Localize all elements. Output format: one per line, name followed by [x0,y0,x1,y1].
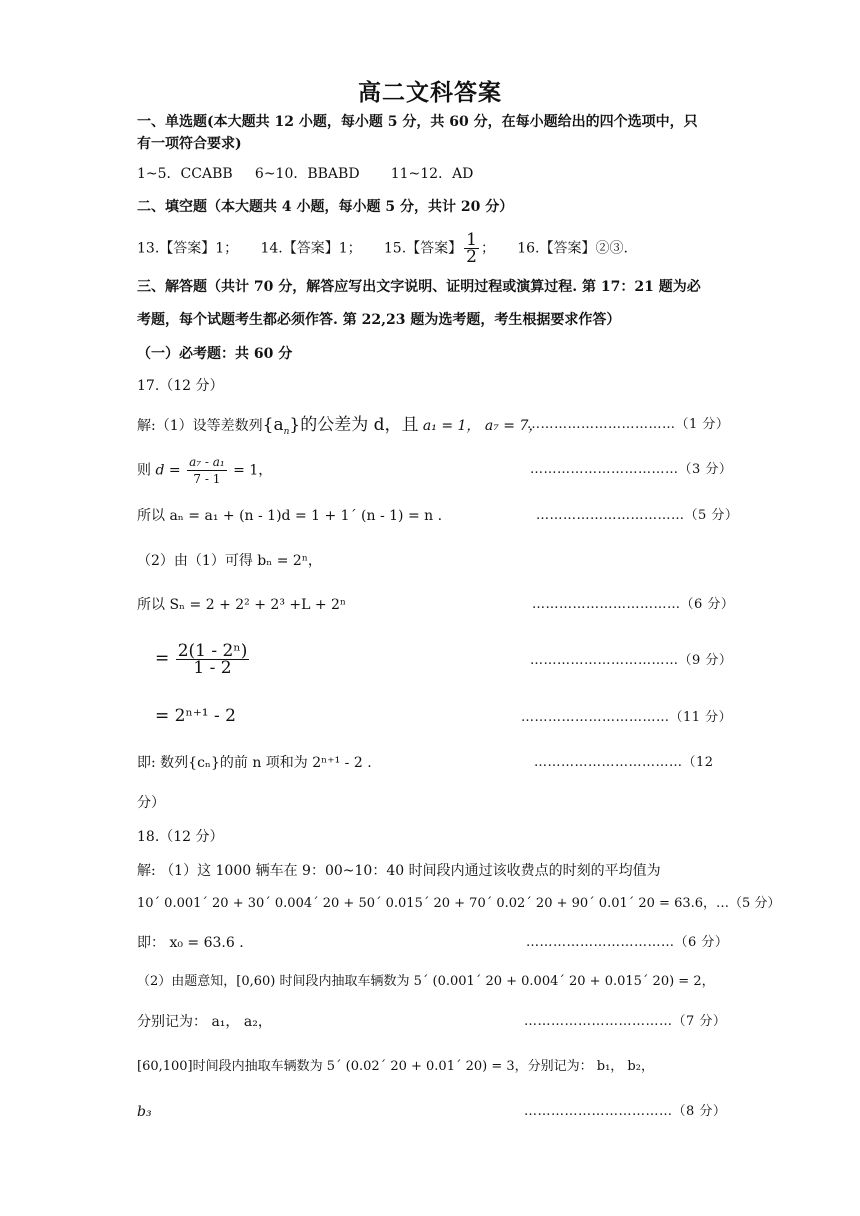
q15-tail: ； [480,240,495,257]
section3-subheading: （一）必考题：共 60 分 [137,346,293,362]
q18-score-8: ……………………………（8 分） [524,1104,727,1119]
section1-answers: 1~5．CCABB 6~10．BBABD 11~12．AD [137,166,474,182]
q17-fraction-d: $\frac{\text{a₇ - a₁}}{7 - 1}$ [189,455,225,486]
q18-line2: 10´ 0.001´ 20 + 30´ 0.004´ 20 + 50´ 0.015´ 20 + 70´ 0.02´ 20 + 90´ 0.01´ 20 = 63.6，…（5 分） [137,896,781,911]
q15-denominator: 2 [466,247,477,267]
q17-score-5: ……………………………（5 分） [536,508,739,523]
q17-line4: （2）由（1）可得 bₙ = 2ⁿ， [137,553,322,569]
q15-fraction [464,232,479,265]
q18-line1: 解: （1）这 1000 辆车在 9：00~10：40 时间段内通过该收费点的时刻的平均值为 [137,863,661,879]
q16-answer: 16.【答案】②③. [517,240,628,257]
q17-line7: = 2ⁿ⁺¹ - 2 [155,706,236,726]
q17-line2: 则 d = $\frac{\text{a₇ - a₁}}{7 - 1}$ = 1， [137,455,273,486]
q17-score-11: ……………………………（11 分） [521,710,733,725]
q17-score-12-tail: 分） [137,795,165,811]
q18-line4: （2）由题意知，[0,60) 时间段内抽取车辆数为 5´ (0.001´ 20 + 0.004´ 20 + 0.015´ 20) = 2， [137,974,715,989]
q15-answer: 15.【答案】 [383,240,463,257]
q18-line7: b₃ [137,1104,152,1120]
q18-score-6: ……………………………（6 分） [526,935,729,950]
page-title: 高二文科答案 [358,79,502,106]
q18-score-7: ……………………………（7 分） [524,1014,727,1029]
q15-numerator: 1 [466,230,477,250]
q18-line3: 即： x₀ = 63.6 . [137,935,244,951]
q18-line5: 分别记为： a₁， a₂， [137,1014,272,1030]
q18-label: 18.（12 分） [137,829,224,845]
q17-line8: 即: 数列{cₙ}的前 n 项和为 2ⁿ⁺¹ - 2 . [137,755,372,771]
q17-line1: 解:（1）设等差数列$\{a_n\}$的公差为 d，且 a₁ = 1， a₇ = 7， [137,415,543,437]
section3-heading-line1: 三、解答题（共计 70 分，解答应写出文字说明、证明过程或演算过程. 第 17：21 题为必 [137,279,701,295]
q17-line3: 所以 aₙ = a₁ + (n - 1)d = 1 + 1´ (n - 1) = n . [137,508,443,524]
section1-heading-line2: 有一项符合要求) [137,136,242,152]
section2-answers [137,232,628,265]
q17-line6: = $\frac{\text{2(1 - 2ⁿ)}}{1 - 2}$ [155,641,248,678]
section3-heading-line2: 考题，每个试题考生都必须作答. 第 22,23 题为选考题，考生根据要求作答） [137,312,621,328]
q17-score-9: ……………………………（9 分） [530,653,733,668]
q17-fraction-sum: $\frac{\text{2(1 - 2ⁿ)}}{1 - 2}$ [177,641,248,678]
q17-score-6: ……………………………（6 分） [532,597,735,612]
q17-score-1: ……………………………（1 分） [527,417,730,432]
q13-answer: 13.【答案】1； [137,240,239,257]
q17-score-12: ……………………………（12 [534,755,714,770]
q14-answer: 14.【答案】1； [260,240,362,257]
q18-line6: [60,100]时间段内抽取车辆数为 5´ (0.02´ 20 + 0.01´ 20) = 3，分别记为： b₁， b₂， [137,1059,654,1074]
q17-score-3: ……………………………（3 分） [530,462,733,477]
section2-heading: 二、填空题（本大题共 4 小题，每小题 5 分，共计 20 分） [137,199,514,215]
q17-label: 17.（12 分） [137,378,224,394]
q17-line5: 所以 Sₙ = 2 + 2² + 2³ +L + 2ⁿ [137,597,347,613]
section1-heading-line1: 一、单选题(本大题共 12 小题，每小题 5 分，共 60 分，在每小题给出的四个选项中，只 [137,114,698,130]
